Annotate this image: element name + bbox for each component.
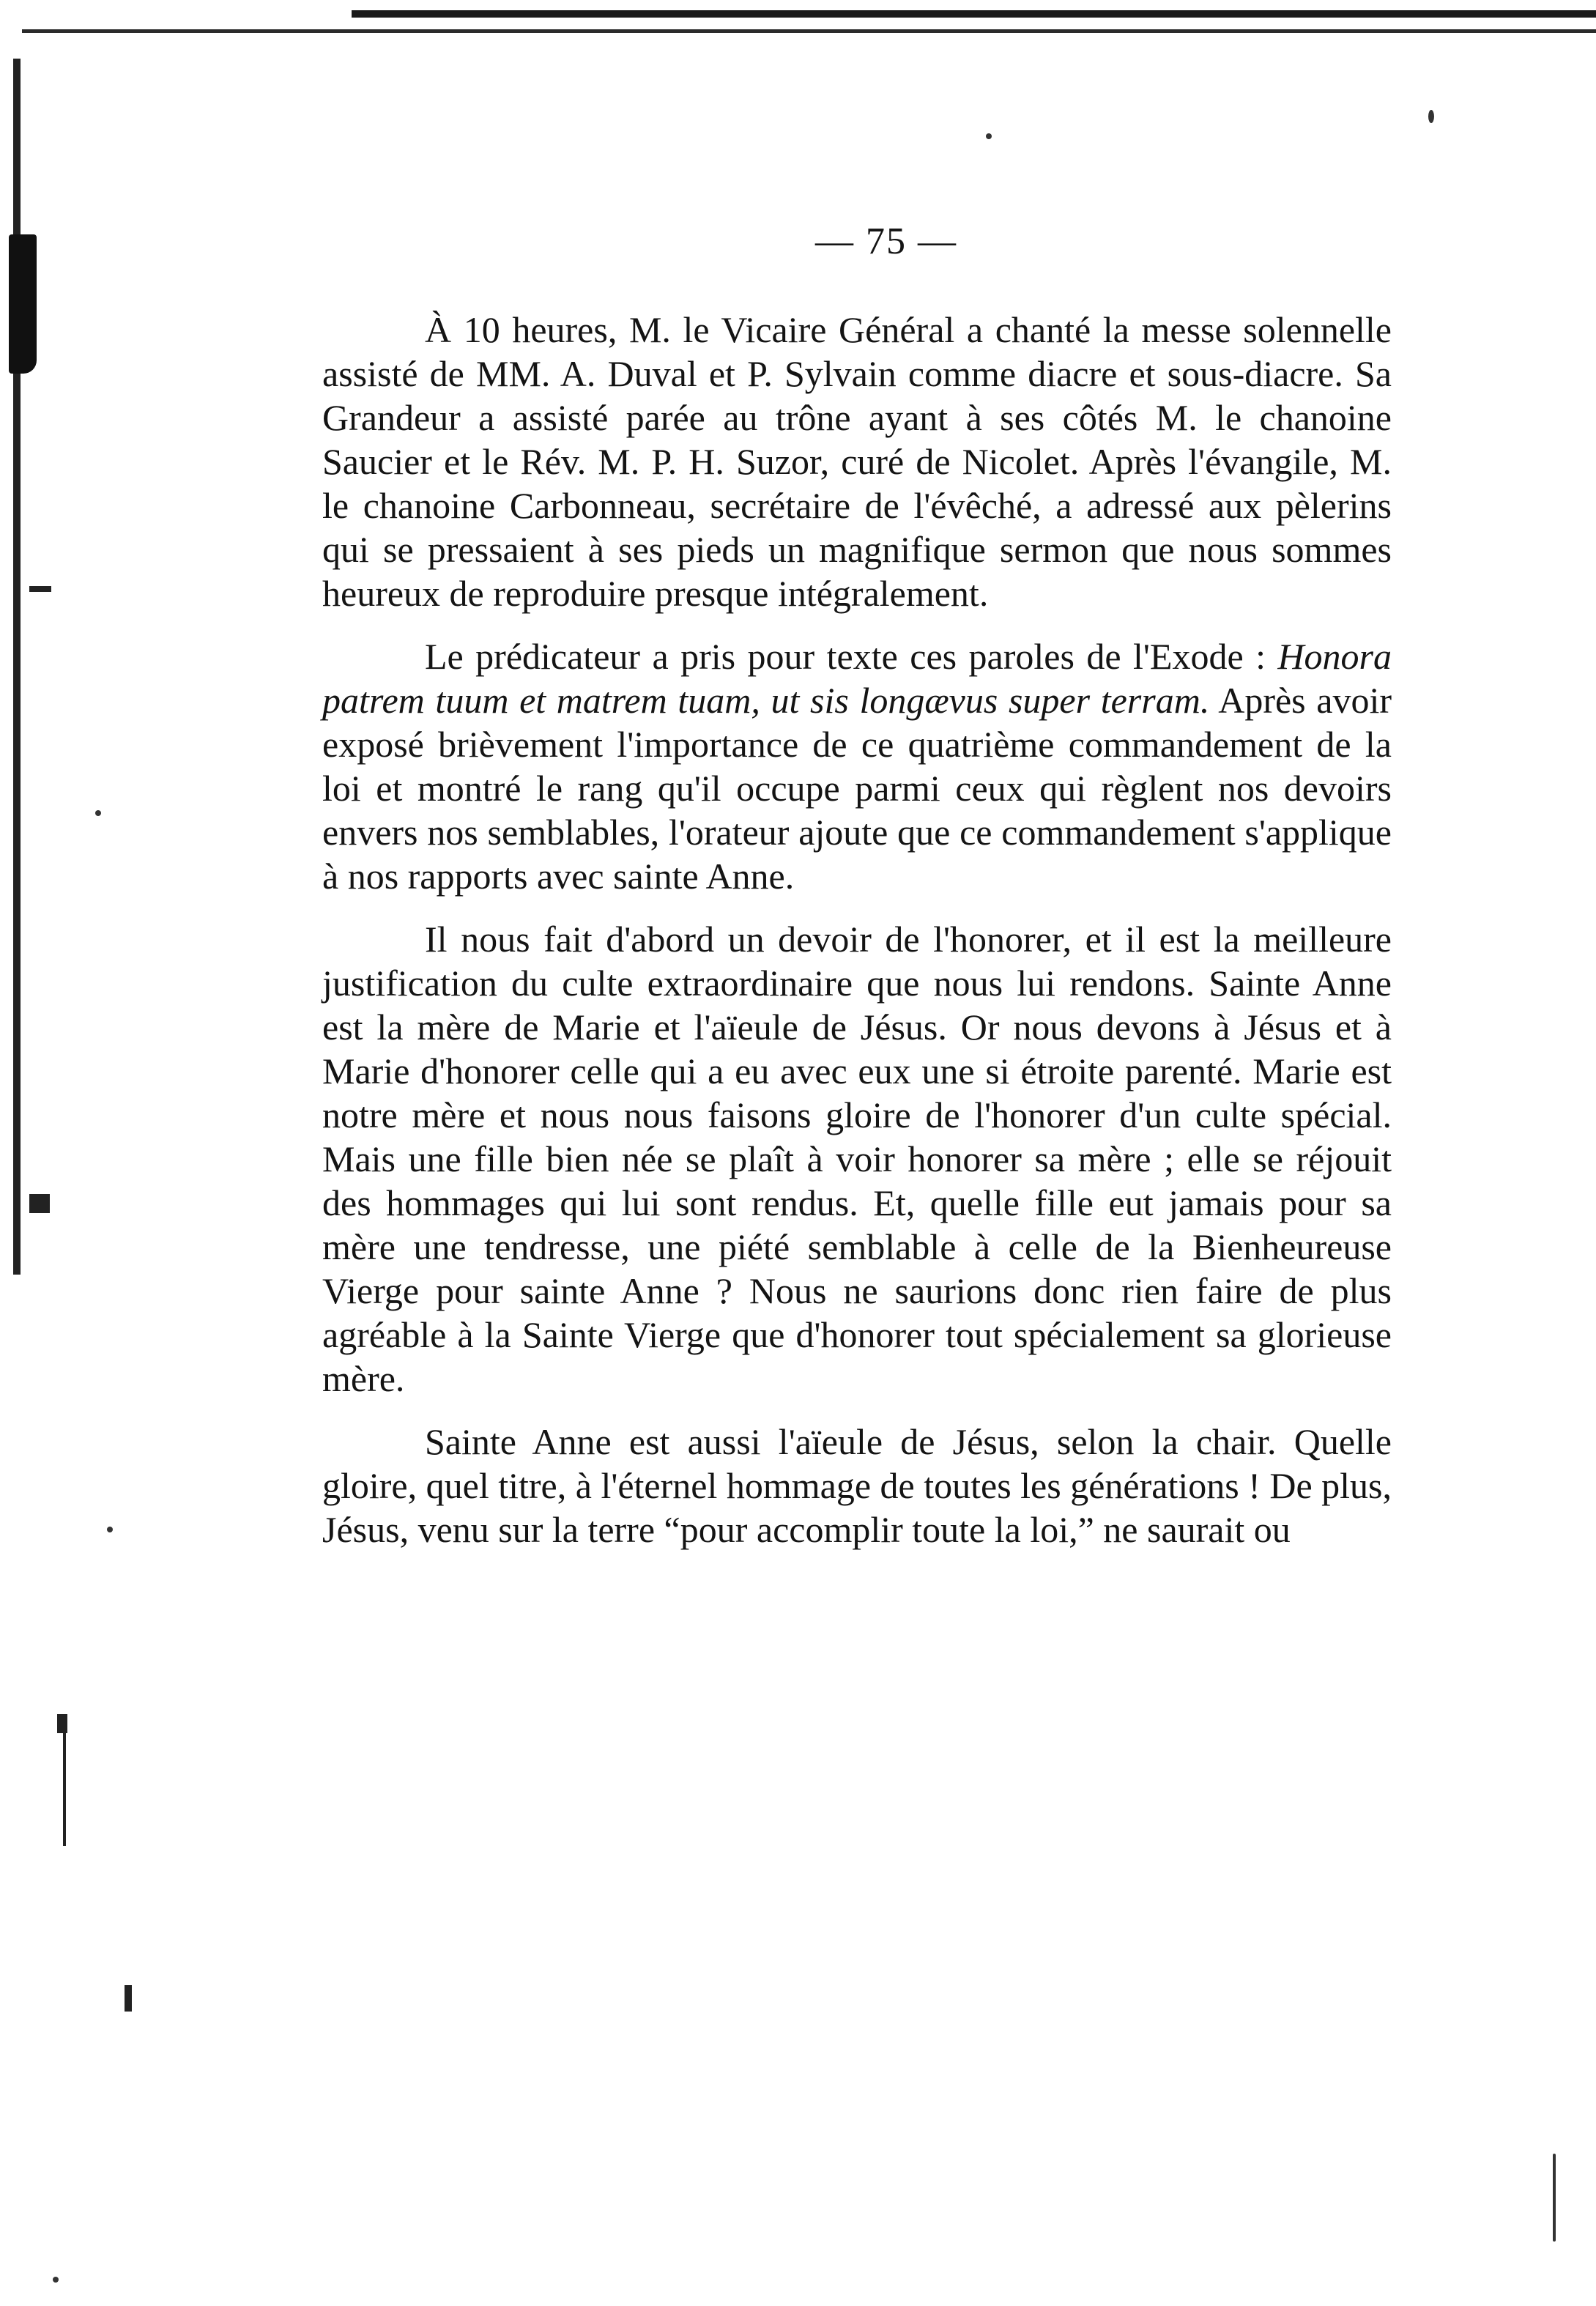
scan-speck	[53, 2277, 59, 2283]
paragraph-honor-duty: Il nous fait d'abord un devoir de l'honorer, et il est la meilleure justification du culte extraordinaire que nous lui rendons. Sainte Anne est la mère de Marie et l'aïeule de Jésus. Or nous devons à Jésus et à Marie d'honorer celle qui a eu avec eux une si étroite parenté. Marie est notre mère et nous nous faisons gloire de l'honorer d'un culte spécial. Mais une fille bien née se plaît à voir honorer sa mère ; elle se réjouit des hommages qui lui sont rendus. Et, quelle fille eut jamais pour sa mère une tendresse, une piété semblable à celle de la Bienheureuse Vierge pour sainte Anne ? Nous ne saurions donc rien faire de plus agréable à la Sainte Vierge que d'honorer tout spécialement sa glorieuse mère.	[322, 919, 1392, 1399]
page-number: — 75 —	[815, 220, 957, 262]
sermon-commandment: Après avoir exposé brièvement l'importance de ce quatrième commandement de la loi et montré le rang qu'il occupe parmi ceux qui règlent nos devoirs envers nos semblables, l'orateur ajoute que ce commandement s'applique à nos rapports avec sainte Anne.	[322, 680, 1392, 897]
paragraph-sermon-text	[322, 634, 1392, 898]
top-scan-border	[0, 0, 1596, 37]
margin-mark	[29, 586, 51, 592]
margin-mark	[29, 1194, 50, 1213]
body-text	[322, 308, 1392, 1573]
margin-mark	[63, 1729, 66, 1846]
latin-quotation: Honora patrem tuum et matrem tuam, ut sis longævus super terram.	[322, 636, 1392, 721]
scan-speck	[1428, 110, 1434, 123]
margin-mark	[125, 1985, 132, 2012]
paragraph-mass-description: À 10 heures, M. le Vicaire Général a chanté la messe solennelle assisté de MM. A. Duval et P. Sylvain comme diacre et sous-diacre. Sa Grandeur a assisté parée au trône ayant à ses côtés M. le chanoine Saucier et le Rév. M. P. H. Suzor, curé de Nicolet. Après l'évangile, M. le chanoine Carbonneau, secrétaire de l'évêché, a adressé aux pèlerins qui se pressaient à ses pieds un magnifique sermon que nous sommes heureux de reproduire presque intégralement.	[322, 309, 1392, 614]
top-rule-thick	[352, 10, 1596, 18]
top-rule-thin	[22, 29, 1596, 33]
left-scan-margin	[0, 44, 161, 2242]
scan-speck	[107, 1527, 113, 1532]
scan-speck	[95, 810, 101, 816]
binding-clip-mark	[9, 234, 37, 374]
sermon-intro: Le prédicateur a pris pour texte ces paroles de l'Exode :	[425, 636, 1278, 677]
scan-speck	[986, 133, 992, 139]
scan-speck	[1553, 2154, 1556, 2242]
paragraph-aieule: Sainte Anne est aussi l'aïeule de Jésus, selon la chair. Quelle gloire, quel titre, à l'éternel hommage de toutes les générations ! De plus, Jésus, venu sur la terre “pour accomplir toute la loi,” ne saurait ou	[322, 1421, 1392, 1550]
